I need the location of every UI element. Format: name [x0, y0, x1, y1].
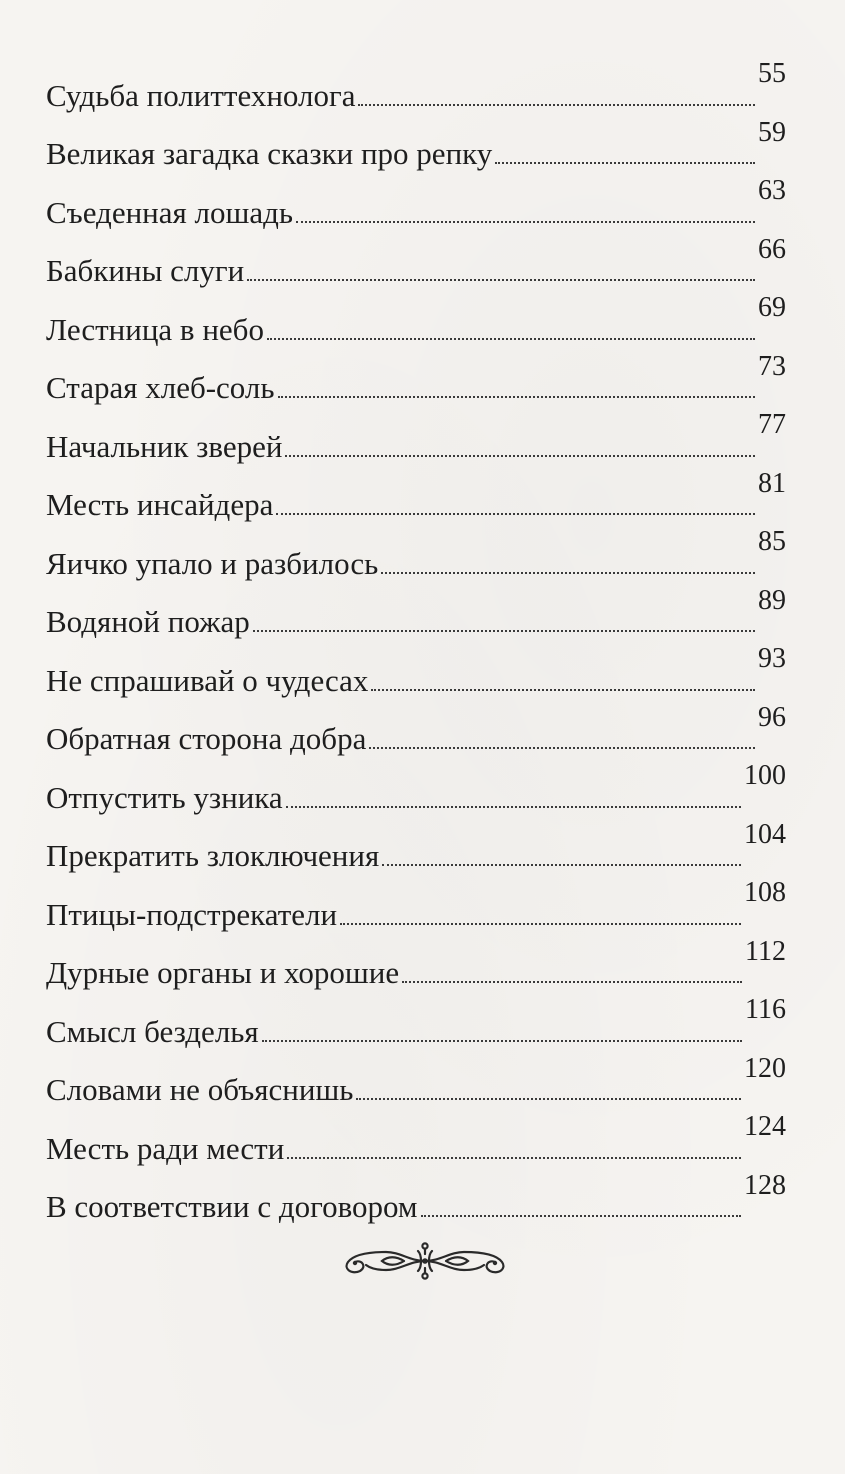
toc-entry [46, 1105, 786, 1164]
toc-entry-page: 59 [758, 116, 786, 148]
dot-leader [421, 1215, 741, 1217]
toc-entry [46, 520, 786, 579]
dot-leader [356, 1098, 741, 1100]
dot-leader [402, 981, 742, 983]
toc-entry-page: 124 [744, 1111, 786, 1142]
toc-entry-page: 89 [758, 584, 786, 616]
toc-entry-title: Отпустить узника [46, 779, 283, 815]
toc-entry [46, 930, 786, 989]
toc-entry-title: Съеденная лошадь [46, 194, 294, 230]
toc-entry-page: 120 [744, 1052, 786, 1084]
toc-entry-title: Водяной пожар [46, 604, 250, 639]
toc-entry [46, 169, 786, 228]
toc-entry [46, 228, 786, 287]
toc-entry-page: 85 [758, 526, 786, 557]
toc-entry-title: Старая хлеб-соль [46, 370, 275, 405]
toc-entry-page: 128 [744, 1169, 786, 1201]
toc-entry-title: Бабкины слуги [46, 253, 245, 288]
toc-entry-page: 108 [744, 877, 786, 908]
toc-entry-title: Яичко упало и разбилось [46, 545, 379, 581]
toc-entry-page: 112 [745, 935, 786, 967]
dot-leader [262, 1040, 742, 1042]
toc-entry-title: Прекратить злоключения [46, 838, 380, 873]
toc-entry [46, 696, 786, 755]
toc-entry [46, 286, 786, 345]
toc-entry-title: Судьба политтехнолога [46, 77, 356, 113]
toc-entry-page: 93 [758, 643, 786, 674]
toc-entry-page: 55 [758, 58, 786, 89]
toc-entry [46, 1047, 786, 1106]
toc-entry [46, 403, 786, 462]
toc-entry-title: Лестница в небо [46, 311, 264, 347]
toc-entry [46, 871, 786, 930]
toc-entry-title: Не спрашивай о чудесах [46, 662, 369, 698]
toc-entry [46, 754, 786, 813]
toc-entry [46, 813, 786, 872]
dot-leader [382, 864, 741, 866]
toc-entry-page: 73 [758, 350, 786, 382]
toc-entry [46, 111, 786, 170]
dot-leader [286, 806, 741, 808]
dot-leader [296, 221, 755, 223]
toc-entry-page: 77 [758, 409, 786, 440]
toc-entry [46, 637, 786, 696]
toc-entry-title: Смысл безделья [46, 1013, 259, 1049]
toc-entry-page: 100 [744, 760, 786, 791]
toc-entry-page: 69 [758, 292, 786, 323]
toc-entry [46, 1164, 786, 1223]
dot-leader [371, 689, 755, 691]
table-of-contents [46, 52, 786, 1222]
dot-leader [369, 747, 755, 749]
dot-leader [358, 104, 755, 106]
dot-leader [253, 630, 755, 632]
toc-entry-page: 104 [744, 818, 786, 850]
dot-leader [276, 513, 755, 515]
toc-entry-title: Великая загадка сказки про репку [46, 136, 493, 171]
toc-entry-title: Месть ради мести [46, 1130, 285, 1166]
dot-leader [287, 1157, 741, 1159]
toc-entry-title: Начальник зверей [46, 428, 283, 464]
toc-entry-title: Обратная сторона добра [46, 721, 367, 756]
dot-leader [495, 162, 755, 164]
dot-leader [381, 572, 755, 574]
toc-entry-page: 63 [758, 175, 786, 206]
dot-leader [247, 279, 755, 281]
toc-entry-page: 116 [745, 994, 786, 1025]
toc-entry-title: Словами не объяснишь [46, 1072, 354, 1107]
toc-entry [46, 462, 786, 521]
toc-entry-title: Дурные органы и хорошие [46, 955, 400, 990]
toc-entry-title: В соответствии с договором [46, 1189, 418, 1224]
dot-leader [278, 396, 755, 398]
toc-entry-title: Птицы-подстрекатели [46, 896, 338, 932]
flourish-ornament-icon [340, 1238, 510, 1284]
toc-entry-page: 81 [758, 467, 786, 499]
toc-entry [46, 345, 786, 404]
toc-entry [46, 988, 786, 1047]
toc-entry [46, 579, 786, 638]
dot-leader [267, 338, 755, 340]
dot-leader [340, 923, 741, 925]
toc-entry-title: Месть инсайдера [46, 487, 274, 522]
toc-entry-page: 96 [758, 701, 786, 733]
dot-leader [285, 455, 755, 457]
toc-entry [46, 52, 786, 111]
toc-entry-page: 66 [758, 233, 786, 265]
